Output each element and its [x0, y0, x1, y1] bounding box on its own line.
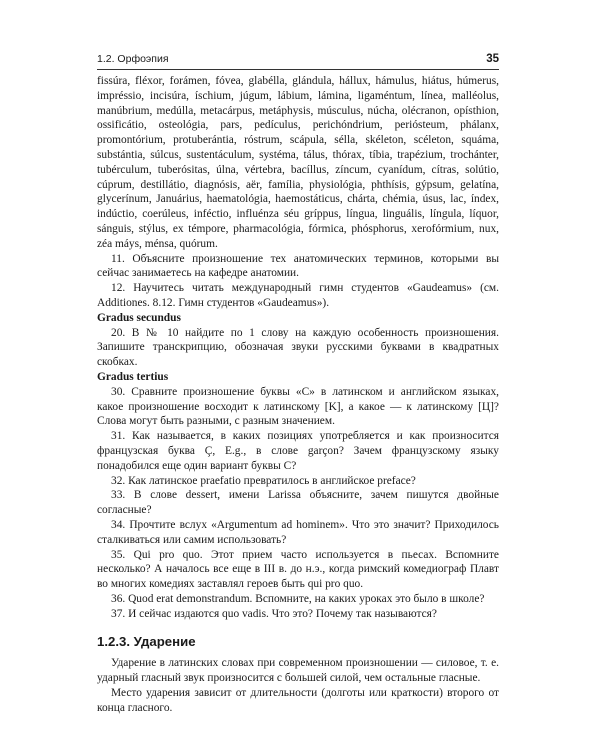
page-number: 35	[486, 53, 499, 65]
page-content	[97, 74, 499, 716]
exercise-34: 34. Прочтите вслух «Argumentum ad hominem». Что это значит? Приходилось сталкиваться или самим использовать?	[97, 518, 499, 546]
header-rule	[97, 69, 499, 70]
exercise-36: 36. Quod erat demonstrandum. Вспомните, на каких уроках это было в школе?	[111, 592, 485, 605]
running-header-section: 1.2. Орфоэпия	[97, 53, 169, 65]
exercise-11: 11. Объясните произношение тех анатомических терминов, которыми вы сейчас занимаетесь на кафедре анатомии.	[97, 252, 499, 280]
exercise-12: 12. Научитесь читать международный гимн студентов «Gaudeamus» (см. Additiones. 8.12. Гимн студентов «Gaudeamus»).	[97, 282, 499, 309]
exercise-35: 35. Qui pro quo. Этот прием часто используется в пьесах. Вспомните несколько? А началось все еще в III в. до н.э., когда римский комедиограф Плавт во многих комедиях заставлял героев быть qui pro quo.	[97, 548, 499, 591]
exercise-30: 30. Сравните произношение буквы «C» в латинском и английском языках, какое произношение восходит к латинскому [K], а какое — к латинскому [Ц]? Слова могут быть разными, с разным значением.	[97, 385, 499, 428]
exercise-20: 20. В № 10 найдите по 1 слову на каждую особенность произношения. Запишите транскрипцию, обозначая звуки русскими буквами в квадратных скобках.	[97, 326, 499, 369]
section-title: 1.2.3. Ударение	[97, 634, 196, 650]
section-paragraph: Место ударения зависит от длительности (долготы или краткости) второго от конца гласного.	[97, 687, 499, 714]
exercise-33: 33. В слове dessert, имени Larissa объясните, зачем пишутся двойные согласные?	[97, 489, 499, 517]
gradus-tertius-heading: Gradus tertius	[97, 370, 169, 383]
running-header	[97, 53, 499, 65]
latin-word-list: fissúra, fléxor, forámen, fóvea, glabélla, glándula, hállux, hámulus, hiátus, húmerus, impréssio, incisúra, íschium, júgum, lábium, lámina, ligaméntum, línea, malléolus, manúbrium, medúlla, metacárpus, metáphysis, músculus, núcha, olécranon, opísthion, ossificátio, osteológia, pars, pedículus, perichóndrium, periósteum, phálanx, promontórium, protuberántia, róstrum, scápula, sélla, skéleton, scéleton, squáma, substántia, súlcus, sustentáculum, systéma, tálus, thórax, tíbia, trapézium, trochánter, tubérculum, tuberósitas, úlna, vértebra, bacíllus, zíncum, cyanídum, cítras, solútio, cúprum, destillátio, diagnósis, aër, família, physiológia, phthísis, gýpsum, gelatína, glycerínum, Januárius, haematológia, haemostáticus, chárta, chémia, úsus, lac, índex, indúctio, coerúleus, inféctio, influénza séu gríppus, língua, linguális, língula, líquor, sánguis, stýlus, ex témpore, pharmacológia, fórmica, phósphorus, xerofórmium, nux, zéa máys, ménsa, quórum.	[97, 75, 499, 250]
exercise-37: 37. И сейчас издаются quo vadis. Что это? Почему так называются?	[111, 607, 437, 620]
section-paragraph: Ударение в латинских словах при современном произношении — силовое, т. е. ударный гласный звук произносится с большей силой, чем остальные гласные.	[97, 657, 499, 685]
exercise-32: 32. Как латинское praefatio превратилось в английское preface?	[111, 474, 416, 487]
gradus-secundus-heading: Gradus secundus	[97, 311, 181, 324]
exercise-31: 31. Как называется, в каких позициях употребляется и как произносится французская буква Ç, E.g., в слове garçon? Зачем французскому языку понадобился еще один вариант буквы C?	[97, 430, 499, 472]
